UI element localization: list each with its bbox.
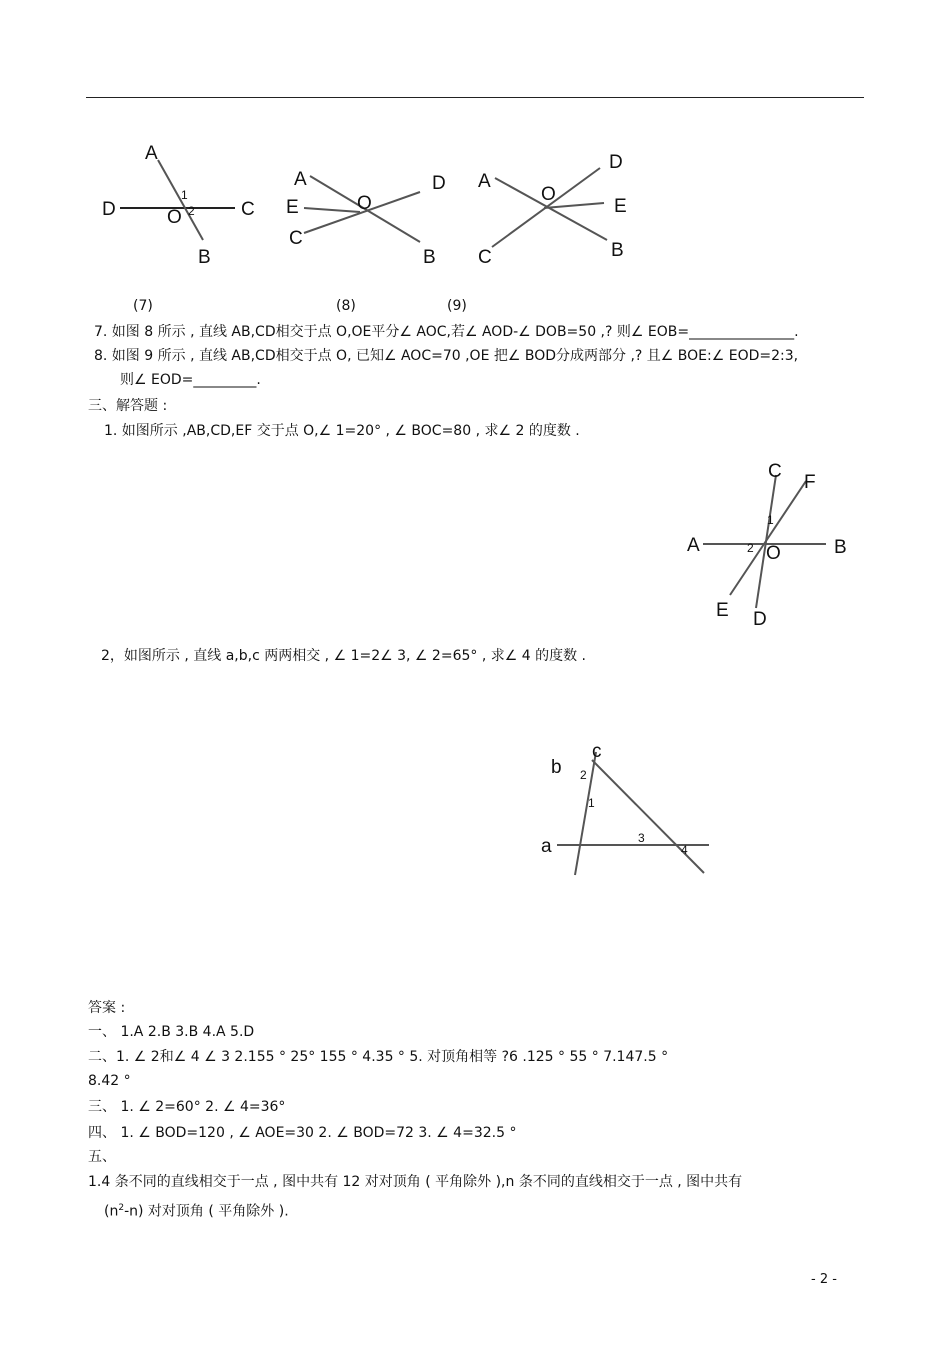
label-d: D <box>753 609 767 630</box>
label-e: E <box>716 600 729 621</box>
label-b: B <box>834 537 847 558</box>
problem-1: 1. 如图所示 ,AB,CD,EF 交于点 O,∠ 1=20° , ∠ BOC=80 , 求∠ 2 的度数 . <box>104 423 580 439</box>
label-a: A <box>478 171 491 192</box>
label-a: A <box>294 169 307 190</box>
answers-line-1: 一、 1.A 2.B 3.B 4.A 5.D <box>88 1024 255 1040</box>
answers-title: 答案 : <box>88 1000 126 1016</box>
angle-2-label: 2 <box>580 768 587 782</box>
label-c: C <box>478 247 492 268</box>
answers-line-2: 二、1. ∠ 2和∠ 4 ∠ 3 2.155 ° 25° 155 ° 4.35 ° 5. 对顶角相等 ?6 .125 ° 55 ° 7.147.5 ° <box>88 1049 669 1065</box>
caption-9: (9) <box>447 298 467 314</box>
figure-7 <box>95 135 270 275</box>
figure-9 <box>472 145 637 270</box>
answers-line-6: 五、 <box>88 1149 116 1165</box>
label-e: E <box>286 197 299 218</box>
question-7: 7. 如图 8 所示 , 直线 AB,CD相交于点 O,OE平分∠ AOC,若∠ AOD-∠ DOB=50 ,? 则∠ EOB=_______________. <box>94 324 799 340</box>
label-c: C <box>241 199 255 220</box>
label-b: B <box>198 247 211 268</box>
angle-2-label: 2 <box>188 204 195 218</box>
angle-1-label: 1 <box>181 188 188 202</box>
answers-line-8-a: (n <box>104 1203 119 1220</box>
answers-line-4: 三、 1. ∠ 2=60° 2. ∠ 4=36° <box>88 1099 286 1115</box>
label-b: B <box>611 240 624 261</box>
answers-line-8-b: -n) 对对顶角 ( 平角除外 ). <box>124 1203 289 1220</box>
label-d: D <box>432 173 446 194</box>
answers-line-7: 1.4 条不同的直线相交于一点 , 图中共有 12 对对顶角 ( 平角除外 ),n 条不同的直线相交于一点 , 图中共有 <box>88 1174 743 1190</box>
label-f: F <box>804 472 816 493</box>
label-e: E <box>614 196 627 217</box>
label-d: D <box>102 199 116 220</box>
label-c: C <box>289 228 303 249</box>
label-o: O <box>766 543 781 564</box>
ray-oe <box>304 208 360 212</box>
problem-2: 2，如图所示 , 直线 a,b,c 两两相交 , ∠ 1=2∠ 3, ∠ 2=65° , 求∠ 4 的度数 . <box>101 648 586 664</box>
answers-line-8 <box>104 1199 289 1221</box>
label-o: O <box>167 207 182 228</box>
superscript-2: 2 <box>118 1203 125 1213</box>
label-c: c <box>592 741 602 762</box>
label-o: O <box>541 184 556 205</box>
question-8-line2: 则∠ EOD=_________. <box>120 372 261 388</box>
answers-line-5: 四、 1. ∠ BOD=120 , ∠ AOE=30 2. ∠ BOD=72 3. ∠ 4=32.5 ° <box>88 1125 517 1141</box>
header-rule <box>86 97 864 98</box>
answers-line-3: 8.42 ° <box>88 1073 131 1089</box>
figure-8 <box>282 160 462 272</box>
label-o: O <box>357 193 372 214</box>
label-b: B <box>423 247 436 268</box>
label-b: b <box>551 757 562 778</box>
angle-1-label: 1 <box>767 513 774 527</box>
page-number: - 2 - <box>811 1272 837 1287</box>
line-ef <box>730 481 806 595</box>
caption-8: (8) <box>336 298 356 314</box>
section-3-title: 三、解答题 : <box>88 398 168 414</box>
angle-3-label: 3 <box>638 831 645 845</box>
label-a: A <box>145 143 158 164</box>
caption-7: (7) <box>133 298 153 314</box>
angle-4-label: 4 <box>681 843 688 857</box>
label-c: C <box>768 461 782 482</box>
figure-problem-1 <box>682 455 857 635</box>
figure-problem-2 <box>535 735 715 880</box>
label-a: A <box>687 535 700 556</box>
angle-2-label: 2 <box>747 541 754 555</box>
angle-1-label: 1 <box>588 796 595 810</box>
label-a: a <box>541 836 552 857</box>
label-d: D <box>609 152 623 173</box>
question-8-line1: 8. 如图 9 所示 , 直线 AB,CD相交于点 O, 已知∠ AOC=70 ,OE 把∠ BOD分成两部分 ,? 且∠ BOE:∠ EOD=2:3, <box>94 348 799 364</box>
